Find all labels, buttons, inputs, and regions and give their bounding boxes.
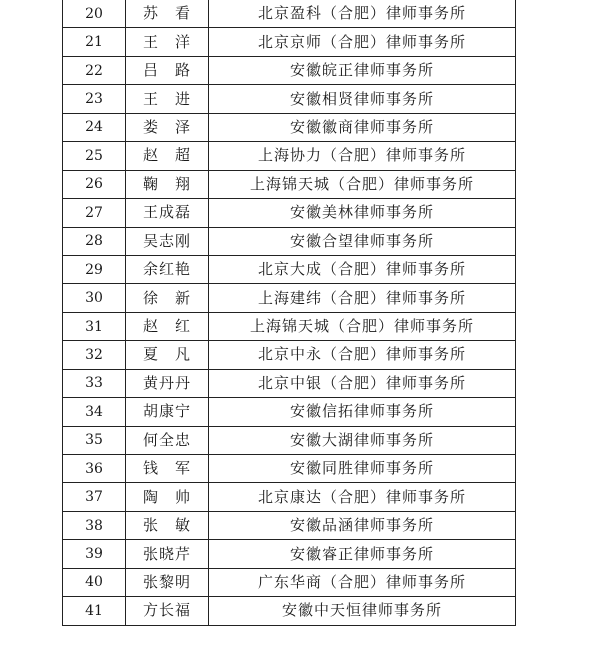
- table-row: [63, 199, 516, 227]
- lawyer-name-cell: 赵 超: [126, 142, 209, 170]
- table-row: [63, 597, 516, 625]
- row-number-cell: 22: [63, 56, 126, 84]
- table-row: [63, 511, 516, 539]
- row-number-cell: 38: [63, 511, 126, 539]
- lawyer-name-cell: 方长福: [126, 597, 209, 625]
- law-firm-cell: 安徽皖正律师事务所: [209, 56, 516, 84]
- law-firm-cell: 安徽大湖律师事务所: [209, 426, 516, 454]
- table-row: [63, 170, 516, 198]
- row-number-cell: 40: [63, 568, 126, 596]
- row-number-cell: 37: [63, 483, 126, 511]
- law-firm-cell: 北京中银（合肥）律师事务所: [209, 369, 516, 397]
- row-number-cell: 36: [63, 455, 126, 483]
- table-row: [63, 540, 516, 568]
- law-firm-cell: 北京盈科（合肥）律师事务所: [209, 0, 516, 28]
- lawyer-name-cell: 何全忠: [126, 426, 209, 454]
- table-row: [63, 227, 516, 255]
- table-row: [63, 483, 516, 511]
- table-row: [63, 255, 516, 283]
- row-number-cell: 35: [63, 426, 126, 454]
- table-row: [63, 341, 516, 369]
- law-firm-cell: 安徽相贤律师事务所: [209, 85, 516, 113]
- law-firm-cell: 安徽美林律师事务所: [209, 199, 516, 227]
- law-firm-cell: 上海建纬（合肥）律师事务所: [209, 284, 516, 312]
- lawyer-name-cell: 赵 红: [126, 312, 209, 340]
- row-number-cell: 23: [63, 85, 126, 113]
- lawyer-name-cell: 胡康宁: [126, 398, 209, 426]
- lawyer-name-cell: 张 敏: [126, 511, 209, 539]
- lawyer-name-cell: 张晓芹: [126, 540, 209, 568]
- table-row: [63, 142, 516, 170]
- lawyer-name-cell: 苏 看: [126, 0, 209, 28]
- table-row: [63, 426, 516, 454]
- lawyer-name-cell: 陶 帅: [126, 483, 209, 511]
- law-firm-cell: 上海锦天城（合肥）律师事务所: [209, 312, 516, 340]
- lawyer-name-cell: 黄丹丹: [126, 369, 209, 397]
- row-number-cell: 21: [63, 28, 126, 56]
- row-number-cell: 29: [63, 255, 126, 283]
- table-row: [63, 56, 516, 84]
- lawyer-name-cell: 张黎明: [126, 568, 209, 596]
- law-firm-cell: 安徽同胜律师事务所: [209, 455, 516, 483]
- row-number-cell: 20: [63, 0, 126, 28]
- table-row: [63, 369, 516, 397]
- table-row: [63, 85, 516, 113]
- lawyer-list-table: [62, 0, 516, 626]
- law-firm-cell: 北京康达（合肥）律师事务所: [209, 483, 516, 511]
- table-row: [63, 28, 516, 56]
- table-row: [63, 455, 516, 483]
- row-number-cell: 26: [63, 170, 126, 198]
- table-row: [63, 113, 516, 141]
- row-number-cell: 32: [63, 341, 126, 369]
- table-row: [63, 284, 516, 312]
- law-firm-cell: 北京京师（合肥）律师事务所: [209, 28, 516, 56]
- table-row: [63, 0, 516, 28]
- lawyer-name-cell: 娄 泽: [126, 113, 209, 141]
- lawyer-name-cell: 鞠 翔: [126, 170, 209, 198]
- law-firm-cell: 安徽徽商律师事务所: [209, 113, 516, 141]
- table-row: [63, 568, 516, 596]
- law-firm-cell: 上海协力（合肥）律师事务所: [209, 142, 516, 170]
- row-number-cell: 41: [63, 597, 126, 625]
- row-number-cell: 31: [63, 312, 126, 340]
- table-row: [63, 398, 516, 426]
- lawyer-name-cell: 钱 军: [126, 455, 209, 483]
- row-number-cell: 34: [63, 398, 126, 426]
- law-firm-cell: 北京大成（合肥）律师事务所: [209, 255, 516, 283]
- table-row: [63, 312, 516, 340]
- row-number-cell: 27: [63, 199, 126, 227]
- row-number-cell: 39: [63, 540, 126, 568]
- law-firm-cell: 安徽睿正律师事务所: [209, 540, 516, 568]
- lawyer-name-cell: 王成磊: [126, 199, 209, 227]
- law-firm-cell: 广东华商（合肥）律师事务所: [209, 568, 516, 596]
- lawyer-name-cell: 吴志刚: [126, 227, 209, 255]
- lawyer-name-cell: 王 进: [126, 85, 209, 113]
- lawyer-name-cell: 吕 路: [126, 56, 209, 84]
- law-firm-cell: 上海锦天城（合肥）律师事务所: [209, 170, 516, 198]
- law-firm-cell: 北京中永（合肥）律师事务所: [209, 341, 516, 369]
- lawyer-name-cell: 夏 凡: [126, 341, 209, 369]
- row-number-cell: 33: [63, 369, 126, 397]
- lawyer-name-cell: 王 洋: [126, 28, 209, 56]
- row-number-cell: 30: [63, 284, 126, 312]
- law-firm-cell: 安徽合望律师事务所: [209, 227, 516, 255]
- table-body: [63, 0, 516, 625]
- law-firm-cell: 安徽信拓律师事务所: [209, 398, 516, 426]
- lawyer-name-cell: 徐 新: [126, 284, 209, 312]
- row-number-cell: 24: [63, 113, 126, 141]
- row-number-cell: 28: [63, 227, 126, 255]
- row-number-cell: 25: [63, 142, 126, 170]
- lawyer-name-cell: 余红艳: [126, 255, 209, 283]
- law-firm-cell: 安徽中天恒律师事务所: [209, 597, 516, 625]
- law-firm-cell: 安徽品涵律师事务所: [209, 511, 516, 539]
- table-grid: [62, 0, 516, 626]
